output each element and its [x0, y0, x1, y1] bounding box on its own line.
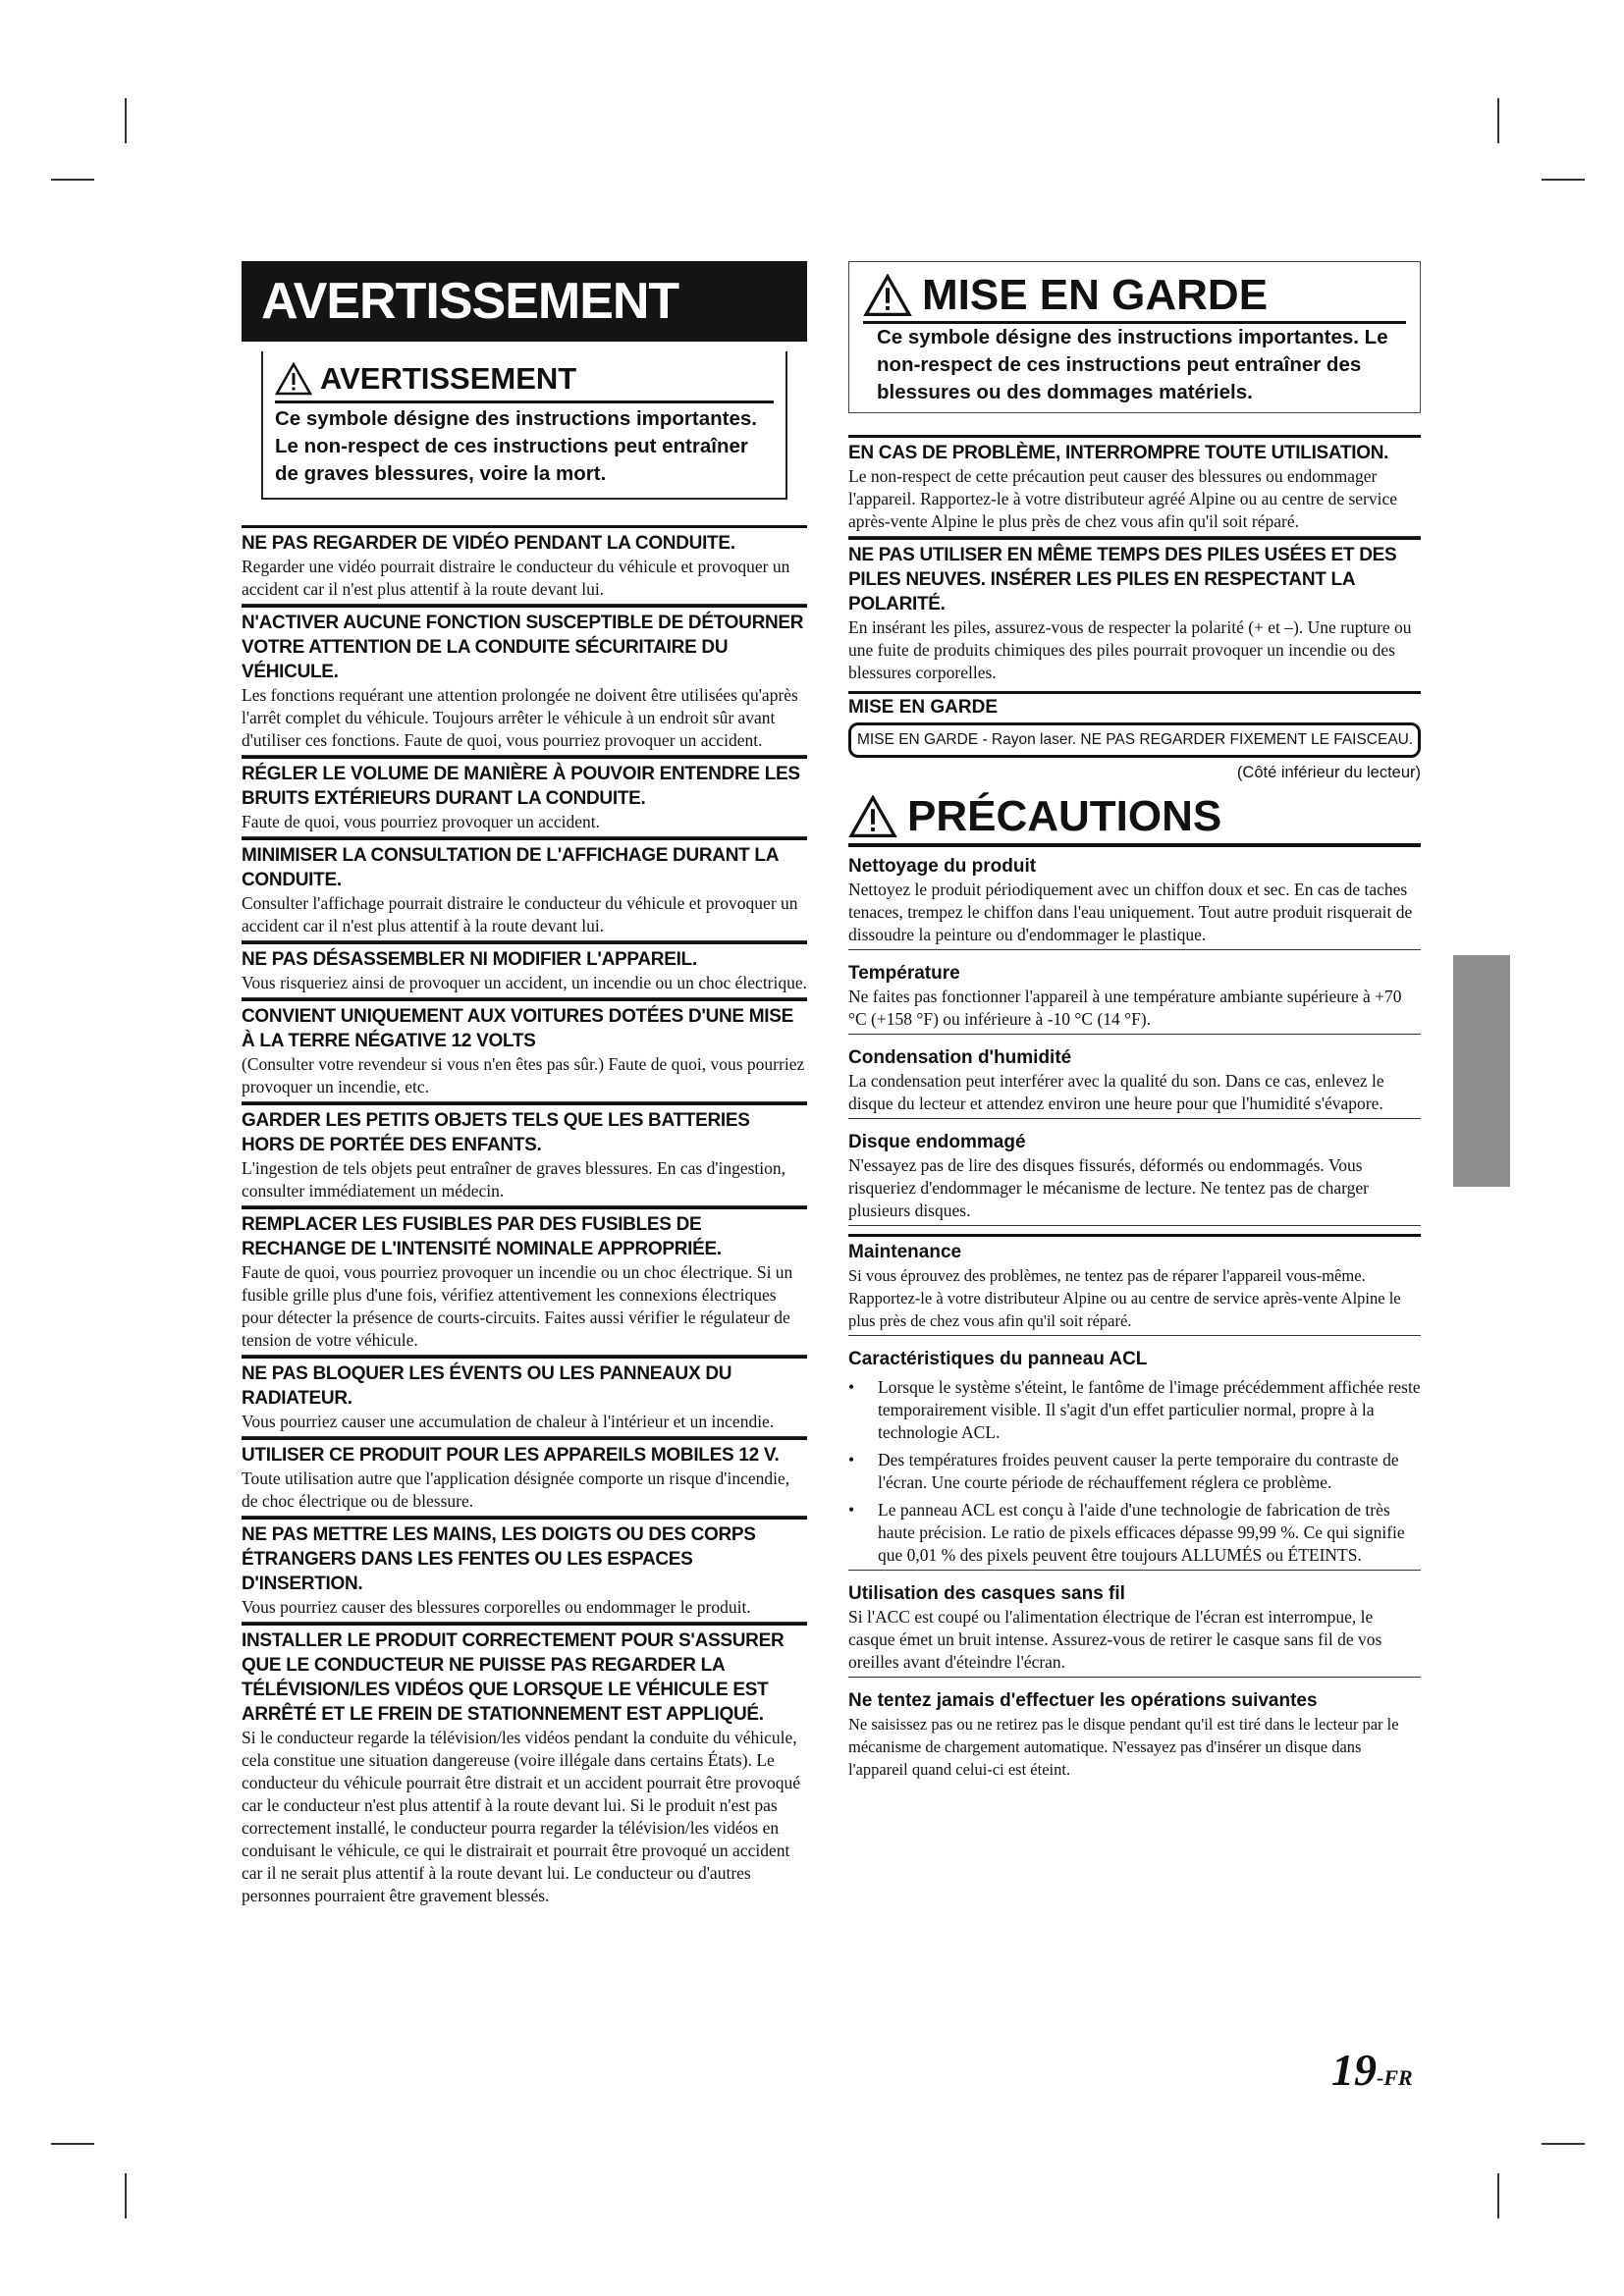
- section-heading: UTILISER CE PRODUIT POUR LES APPAREILS MOBILES 12 V.: [242, 1437, 807, 1468]
- precaution-section: [848, 1234, 1421, 1336]
- laser-note: (Côté inférieur du lecteur): [1236, 764, 1421, 781]
- precaution-section: [848, 851, 1421, 950]
- mise-en-garde-text: Ce symbole désigne des instructions importantes. Le non-respect de ces instructions peut entraîner des blessures ou des dommages matériels.: [863, 321, 1406, 406]
- jamais-body: Ne saisissez pas ou ne retirez pas le disque pendant qu'il est tiré dans le lecteur par le mécanisme de chargement automatique. N'essayez pas d'insérer un disque dans l'appareil quand celui-ci est éteint.: [848, 1715, 1399, 1779]
- precautions-heading: [848, 792, 1421, 847]
- warning-section: [242, 525, 807, 605]
- section-body: Vous risqueriez ainsi de provoquer un accident, un incendie ou un choc électrique.: [242, 973, 808, 992]
- precaution-body: N'essayez pas de lire des disques fissurés, déformés ou endommagés. Vous risqueriez d'endommager le mécanisme de lecture. Ne tentez pas de charger plusieurs disques.: [848, 1155, 1370, 1220]
- warning-box: [261, 351, 787, 500]
- section-heading: CONVIENT UNIQUEMENT AUX VOITURES DOTÉES D'UNE MISE À LA TERRE NÉGATIVE 12 VOLTS: [242, 998, 807, 1053]
- section-body: Les fonctions requérant une attention prolongée ne doivent être utilisées qu'après l'arrêt complet du véhicule. Toujours arrêter le véhicule à un endroit sûr avant d'utiliser ces fonctions. Faute de quoi, vous pourriez provoquer un accident.: [242, 685, 798, 750]
- warning-section: [242, 998, 807, 1102]
- side-tab-marker: [1453, 955, 1510, 1187]
- section-body: Vous pourriez causer une accumulation de chaleur à l'intérieur et un incendie.: [242, 1412, 775, 1431]
- section-body: Toute utilisation autre que l'application désignée comporte un risque d'incendie, de choc électrique ou de blessure.: [242, 1468, 790, 1511]
- section-heading: MINIMISER LA CONSULTATION DE L'AFFICHAGE DURANT LA CONDUITE.: [242, 837, 807, 892]
- warning-box-text: Ce symbole désigne des instructions importantes. Le non-respect de ces instructions peut entraîner de graves blessures, voire la mort.: [275, 407, 757, 485]
- warning-section: [242, 1623, 807, 1910]
- crop-mark: [1542, 2143, 1585, 2145]
- precautions-title: PRÉCAUTIONS: [907, 792, 1222, 840]
- section-body: (Consulter votre revendeur si vous n'en êtes pas sûr.) Faute de quoi, vous pourriez provoquer un incendie, etc.: [242, 1054, 805, 1096]
- precaution-section: [848, 1042, 1421, 1119]
- warning-section: [242, 941, 807, 998]
- warning-section: [242, 837, 807, 941]
- crop-mark: [1497, 98, 1499, 143]
- caution-section: [848, 537, 1421, 687]
- warning-section: [242, 1356, 807, 1437]
- crop-mark: [1542, 179, 1585, 181]
- laser-label-box: MISE EN GARDE - Rayon laser. NE PAS REGARDER FIXEMENT LE FAISCEAU.: [848, 722, 1421, 758]
- crop-mark: [51, 2143, 94, 2145]
- section-heading: INSTALLER LE PRODUIT CORRECTEMENT POUR S'ASSURER QUE LE CONDUCTEUR NE PUISSE PAS REGARDER LA TÉLÉVISION/LES VIDÉOS QUE LORSQUE LE VÉHICULE EST ARRÊTÉ ET LE FREIN DE STATIONNEMENT EST APPLIQUÉ.: [242, 1623, 807, 1727]
- left-column: [242, 261, 807, 1910]
- section-body: Faute de quoi, vous pourriez provoquer un accident.: [242, 812, 600, 831]
- precaution-heading: Température: [848, 963, 960, 984]
- warning-section: [242, 1437, 807, 1517]
- right-column: [848, 261, 1421, 1784]
- crop-mark: [51, 179, 94, 181]
- casque-body: Si l'ACC est coupé ou l'alimentation électrique de l'écran est interrompue, le casque émet un bruit intense. Assurez-vous de retirer le casque sans fil de vos oreilles avant d'éteindre l'écran.: [848, 1607, 1382, 1672]
- warning-section: [242, 756, 807, 837]
- page-language-suffix: -FR: [1377, 2065, 1413, 2090]
- page-number-value: 19: [1331, 2045, 1377, 2095]
- section-heading: NE PAS UTILISER EN MÊME TEMPS DES PILES USÉES ET DES PILES NEUVES. INSÉRER LES PILES EN RESPECTANT LA POLARITÉ.: [848, 537, 1421, 616]
- mise-en-garde-heading: [863, 270, 1406, 321]
- precaution-heading: Nettoyage du produit: [848, 856, 1037, 877]
- section-body: Vous pourriez causer des blessures corporelles ou endommager le produit.: [242, 1597, 751, 1617]
- acl-bullet: • Des températures froides peuvent causer la perte temporaire du contraste de l'écran. Une courte période de réchauffement réglera ce problème.: [848, 1449, 1421, 1494]
- mise-en-garde-title: MISE EN GARDE: [922, 271, 1269, 319]
- mise-en-garde-box: [848, 261, 1421, 413]
- section-heading: RÉGLER LE VOLUME DE MANIÈRE À POUVOIR ENTENDRE LES BRUITS EXTÉRIEURS DURANT LA CONDUITE.: [242, 756, 807, 811]
- warning-section: [242, 1102, 807, 1206]
- section-body: Consulter l'affichage pourrait distraire le conducteur du véhicule et provoquer un accident car il n'est plus attentif à la route devant lui.: [242, 893, 798, 935]
- section-heading: GARDER LES PETITS OBJETS TELS QUE LES BATTERIES HORS DE PORTÉE DES ENFANTS.: [242, 1102, 807, 1157]
- section-heading: NE PAS REGARDER DE VIDÉO PENDANT LA CONDUITE.: [242, 525, 807, 556]
- acl-bullet: • Lorsque le système s'éteint, le fantôme de l'image précédemment affichée reste temporairement visible. Il s'agit d'un effet particulier normal, propre à la technologie ACL.: [848, 1376, 1421, 1444]
- section-heading: N'ACTIVER AUCUNE FONCTION SUSCEPTIBLE DE DÉTOURNER VOTRE ATTENTION DE LA CONDUITE SÉCURITAIRE DU VÉHICULE.: [242, 605, 807, 684]
- section-heading: REMPLACER LES FUSIBLES PAR DES FUSIBLES DE RECHANGE DE L'INTENSITÉ NOMINALE APPROPRIÉE.: [242, 1206, 807, 1261]
- laser-heading: MISE EN GARDE: [848, 691, 1421, 719]
- crop-mark: [1497, 2173, 1499, 2218]
- jamais-heading: Ne tentez jamais d'effectuer les opérations suivantes: [848, 1690, 1318, 1711]
- avertissement-banner: AVERTISSEMENT: [242, 261, 807, 342]
- precaution-body: Si vous éprouvez des problèmes, ne tentez pas de réparer l'appareil vous-même. Rapportez-le à votre distributeur Alpine ou au centre de service après-vente Alpine le plus près de chez vous afin qu'il soit réparé.: [848, 1266, 1401, 1330]
- warning-section: [242, 1517, 807, 1623]
- warning-section: [242, 605, 807, 756]
- section-body: L'ingestion de tels objets peut entraîner de graves blessures. En cas d'ingestion, consulter immédiatement un médecin.: [242, 1158, 786, 1201]
- section-body: Le non-respect de cette précaution peut causer des blessures ou endommager l'appareil. Rapportez-le à votre distributeur agréé Alpine ou au centre de service après-vente Alpine le plus près de chez vous afin qu'il soit réparé.: [848, 466, 1398, 531]
- crop-mark: [125, 98, 127, 143]
- warning-section: [242, 1206, 807, 1356]
- page-number: [1331, 2044, 1413, 2096]
- section-body: Regarder une vidéo pourrait distraire le conducteur du véhicule et provoquer un accident car il n'est plus attentif à la route devant lui.: [242, 557, 790, 599]
- section-heading: NE PAS METTRE LES MAINS, LES DOIGTS OU DES CORPS ÉTRANGERS DANS LES FENTES OU LES ESPACES D'INSERTION.: [242, 1517, 807, 1596]
- section-heading: NE PAS DÉSASSEMBLER NI MODIFIER L'APPAREIL.: [242, 941, 807, 972]
- casque-heading: Utilisation des casques sans fil: [848, 1583, 1125, 1604]
- section-body: Si le conducteur regarde la télévision/les vidéos pendant la conduite du véhicule, cela constitue une situation dangereuse (voire illégale dans certains États). Le conducteur du véhicule pourrait être distrait et un accident pourrait être provoqué car le conducteur n'est plus attentif à la route devant lui. Si le produit n'est pas correctement installé, le conducteur pourra regarder la télévision/les vidéos en conduisant le véhicule, ce qui le distrairait et pourrait être provoqué un accident car il ne serait plus attentif à la route devant lui. Le conducteur ou d'autres personnes pourraient être gravement blessés.: [242, 1728, 801, 1905]
- precaution-body: La condensation peut interférer avec la qualité du son. Dans ce cas, enlevez le disque du lecteur et attendez environ une heure pour que l'humidité s'évapore.: [848, 1071, 1384, 1113]
- section-heading: NE PAS BLOQUER LES ÉVENTS OU LES PANNEAUX DU RADIATEUR.: [242, 1356, 807, 1411]
- warning-triangle-icon: [848, 795, 897, 838]
- crop-mark: [125, 2173, 127, 2218]
- acl-heading: Caractéristiques du panneau ACL: [848, 1349, 1148, 1369]
- precaution-body: Nettoyez le produit périodiquement avec un chiffon doux et sec. En cas de taches tenaces, trempez le chiffon dans l'eau uniquement. Tout autre produit risquerait de dissoudre la peinture ou d'endommager le plastique.: [848, 880, 1413, 944]
- acl-bullet: • Le panneau ACL est conçu à l'aide d'une technologie de fabrication de très haute précision. Le ratio de pixels efficaces dépasse 99,99 %. Ce qui signifie que 0,01 % des pixels peuvent être toujours ALLUMÉS ou ÉTEINTS.: [848, 1499, 1421, 1567]
- warning-sections: [242, 525, 807, 1910]
- acl-section: [848, 1344, 1421, 1571]
- precaution-heading: Condensation d'humidité: [848, 1047, 1072, 1068]
- warning-box-title: AVERTISSEMENT: [320, 361, 577, 396]
- precaution-heading: Disque endommagé: [848, 1132, 1026, 1152]
- precaution-heading: Maintenance: [848, 1242, 962, 1262]
- warning-triangle-icon: [275, 362, 312, 396]
- warning-triangle-icon: [863, 274, 912, 317]
- warning-box-heading: [275, 361, 774, 403]
- section-body: Faute de quoi, vous pourriez provoquer un incendie ou un choc électrique. Si un fusible grille plus d'une fois, vérifiez attentivement les connexions électriques pour détecter la présence de courts-circuits. Faites aussi vérifier le régulateur de tension de votre véhicule.: [242, 1262, 793, 1350]
- casque-section: [848, 1578, 1421, 1678]
- precaution-section: [848, 958, 1421, 1035]
- caution-sections: [848, 435, 1421, 687]
- precaution-body: Ne faites pas fonctionner l'appareil à une température ambiante supérieure à +70 °C (+158 °F) ou inférieure à -10 °C (14 °F).: [848, 987, 1402, 1029]
- section-body: En insérant les piles, assurez-vous de respecter la polarité (+ et –). Une rupture ou une fuite de produits chimiques des piles pourrait provoquer un incendie ou des blessures corporelles.: [848, 617, 1412, 682]
- section-heading: EN CAS DE PROBLÈME, INTERROMPRE TOUTE UTILISATION.: [848, 435, 1421, 465]
- jamais-section: [848, 1685, 1421, 1784]
- caution-section: [848, 435, 1421, 537]
- precaution-section: [848, 1127, 1421, 1226]
